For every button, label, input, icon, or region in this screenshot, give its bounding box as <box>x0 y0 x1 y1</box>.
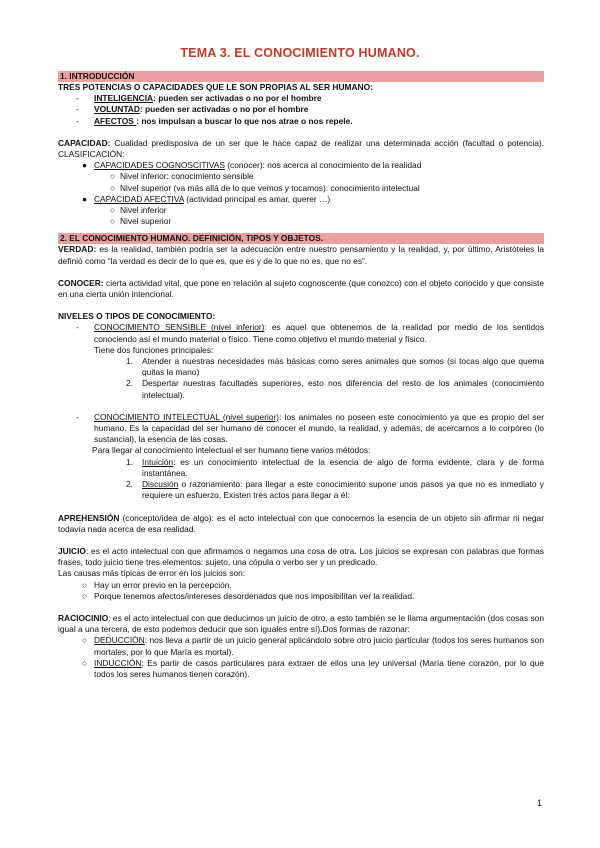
funciones-lead: Tiene dos funciones principales: <box>94 344 214 355</box>
list-item: ○ DEDUCCIÓN: nos lleva a partir de un juicio general aplicándolo sobre otro juicio particular (todos los seres humanos son mortales, por lo que María es mortal). <box>58 635 544 657</box>
aprehension-paragraph: APREHENSIÓN (concepto/idea de algo): es el acto intelectual con que conocemos la esencia de un objeto sin afirmar ni negar todavía nada acerca de esa realidad. <box>58 512 544 534</box>
document-body <box>58 71 544 680</box>
juicio-paragraph: JUICIO: es el acto intelectual con que afirmamos o negamos una cosa de otra. Los juicios se expresan con palabras que formas frases, todo juicio tiene tres elementos: sujeto, una cópula o verbo ser y un predicado. <box>58 545 544 568</box>
list-item: 2. Despertar nuestras facultades superiores, esto nos diferencia del resto de los animales (conocimiento intelectual). <box>126 378 544 400</box>
list-item: - CONOCIMIENTO SENSIBLE (nivel inferior): es aquel que obtenemos de la realidad por medio de los sentidos conociendo así el mundo material o físico. Tiene como objetivo el mundo material y físico. <box>58 322 544 344</box>
list-item: ○ Hay un error previo en la percepción. <box>58 580 544 591</box>
circle-bullet-icon: ○ <box>82 635 88 646</box>
section-header-introduccion: 1. INTRODUCCIÓN <box>58 71 544 82</box>
potencias-list <box>58 93 544 127</box>
section-header-conocimiento: 2. EL CONOCIMIENTO HUMANO. DEFINICIÓN, TIPOS Y OBJETOS. <box>58 233 544 244</box>
list-item: ○ Nivel inferior <box>58 205 544 216</box>
list-item: - CONOCIMIENTO INTELECTUAL (nivel superior): los animales no poseen este conocimiento ya que es propio del ser humano. Es la capacidad del ser humano de conocer el mundo, la realidad, y además, de acercarnos a lo corpóreo (lo sustancial), la esencia de las cosas. <box>58 412 544 446</box>
dash-bullet: - <box>76 322 79 333</box>
circle-bullet-icon: ○ <box>82 657 88 668</box>
list-item: ○ Porque tenemos afectos/intereses desordenados que nos imposibilitan ver la realidad. <box>58 591 544 602</box>
raciocinio-paragraph: RACIOCINIO: es el acto intelectual con que deducimos un juicio de otro, a esto también se le llama argumentación (dos cosas son igual a una tercera, de esto podemos deducir que son iguales entre sí).Dos formas de razonar: <box>58 612 544 635</box>
list-item: ● CAPACIDAD AFECTIVA (actividad principal es amar, querer …) <box>58 194 544 205</box>
circle-bullet-icon: ○ <box>110 182 116 193</box>
page-number: 1 <box>537 798 543 808</box>
dash-bullet: - <box>76 411 79 422</box>
list-item: - INTELIGENCIA: pueden ser activadas o no por el hombre <box>58 93 544 104</box>
list-item: 1. Intuición: es un conocimiento intelectual de la esencia de algo de forma evidente, clara y de forma instantánea. <box>126 456 544 478</box>
verdad-paragraph: VERDAD: es la realidad, también podría ser la adecuación entre nuestro pensamiento y la realidad, y, por último, Aristóteles la definió como “la verdad es decir de lo que es, que es y de lo que no es, que no es”. <box>58 244 544 266</box>
document-title: TEMA 3. EL CONOCIMIENTO HUMANO. <box>180 46 420 60</box>
circle-bullet-icon: ○ <box>82 590 88 601</box>
list-item: 1. Atender a nuestras necesidades más básicas como seres animales que somos (si tocas algo que quema quitas la mano) <box>126 356 544 378</box>
circle-bullet-icon: ○ <box>110 171 116 182</box>
list-item: - AFECTOS : nos impulsan a buscar lo que nos atrae o nos repele. <box>58 116 544 127</box>
potencias-lead: TRES POTENCIAS O CAPACIDADES QUE LE SON PROPIAS AL SER HUMANO: <box>58 82 373 92</box>
list-item: ○ Nivel inferior: conocimiento sensible <box>58 171 544 182</box>
list-item: ○ INDUCCIÓN: Es partir de casos particulares para extraer de ellos una ley universal (María tiene corazón, por lo que todos los seres humanos tienen corazón). <box>58 658 544 680</box>
list-item: - VOLUNTAD: pueden ser activadas o no por el hombre <box>58 104 544 115</box>
capacidad-paragraph: CAPACIDAD: Cualidad predisposiva de un ser que le hace capaz de realizar una determinada acción (facultad o potencia). CLASIFICACIÓN: <box>58 137 544 160</box>
niveles-lead: NIVELES O TIPOS DE CONOCIMIENTO: <box>58 311 216 322</box>
metodos-lead: Para llegar al conocimiento intelectual el ser humano tiene varios métodos: <box>92 445 371 456</box>
circle-bullet-icon: ○ <box>110 205 116 216</box>
list-item: 2. Discusión o razonamiento: para llegar a este conocimiento supone unos pasos ya que no es inmediato y requiere un esfuerzo. Existen tres actos para llegar a él: <box>126 479 544 501</box>
list-item: ● CAPACIDADES COGNOSCITIVAS (conocer): nos acerca al conocimiento de la realidad <box>58 160 544 171</box>
circle-bullet-icon: ○ <box>110 216 116 227</box>
conocer-paragraph: CONOCER: cierta actividad vital, que pone en relación al sujeto cognoscente (que conozco) con el objeto conocido y que consiste en una cierta unión intencional. <box>58 277 544 300</box>
list-item: ○ Nivel superior <box>58 216 544 227</box>
dash-bullet: - <box>76 93 79 104</box>
list-item: ○ Nivel superior (va más allá de lo que vemos y tocamos): conocimiento intelectual <box>58 183 544 194</box>
dash-bullet: - <box>76 115 79 126</box>
causas-lead: Las causas más típicas de error en los juicios son: <box>58 568 246 579</box>
bullet-icon: ● <box>82 193 88 204</box>
dash-bullet: - <box>76 104 79 115</box>
bullet-icon: ● <box>82 160 88 171</box>
circle-bullet-icon: ○ <box>82 579 88 590</box>
